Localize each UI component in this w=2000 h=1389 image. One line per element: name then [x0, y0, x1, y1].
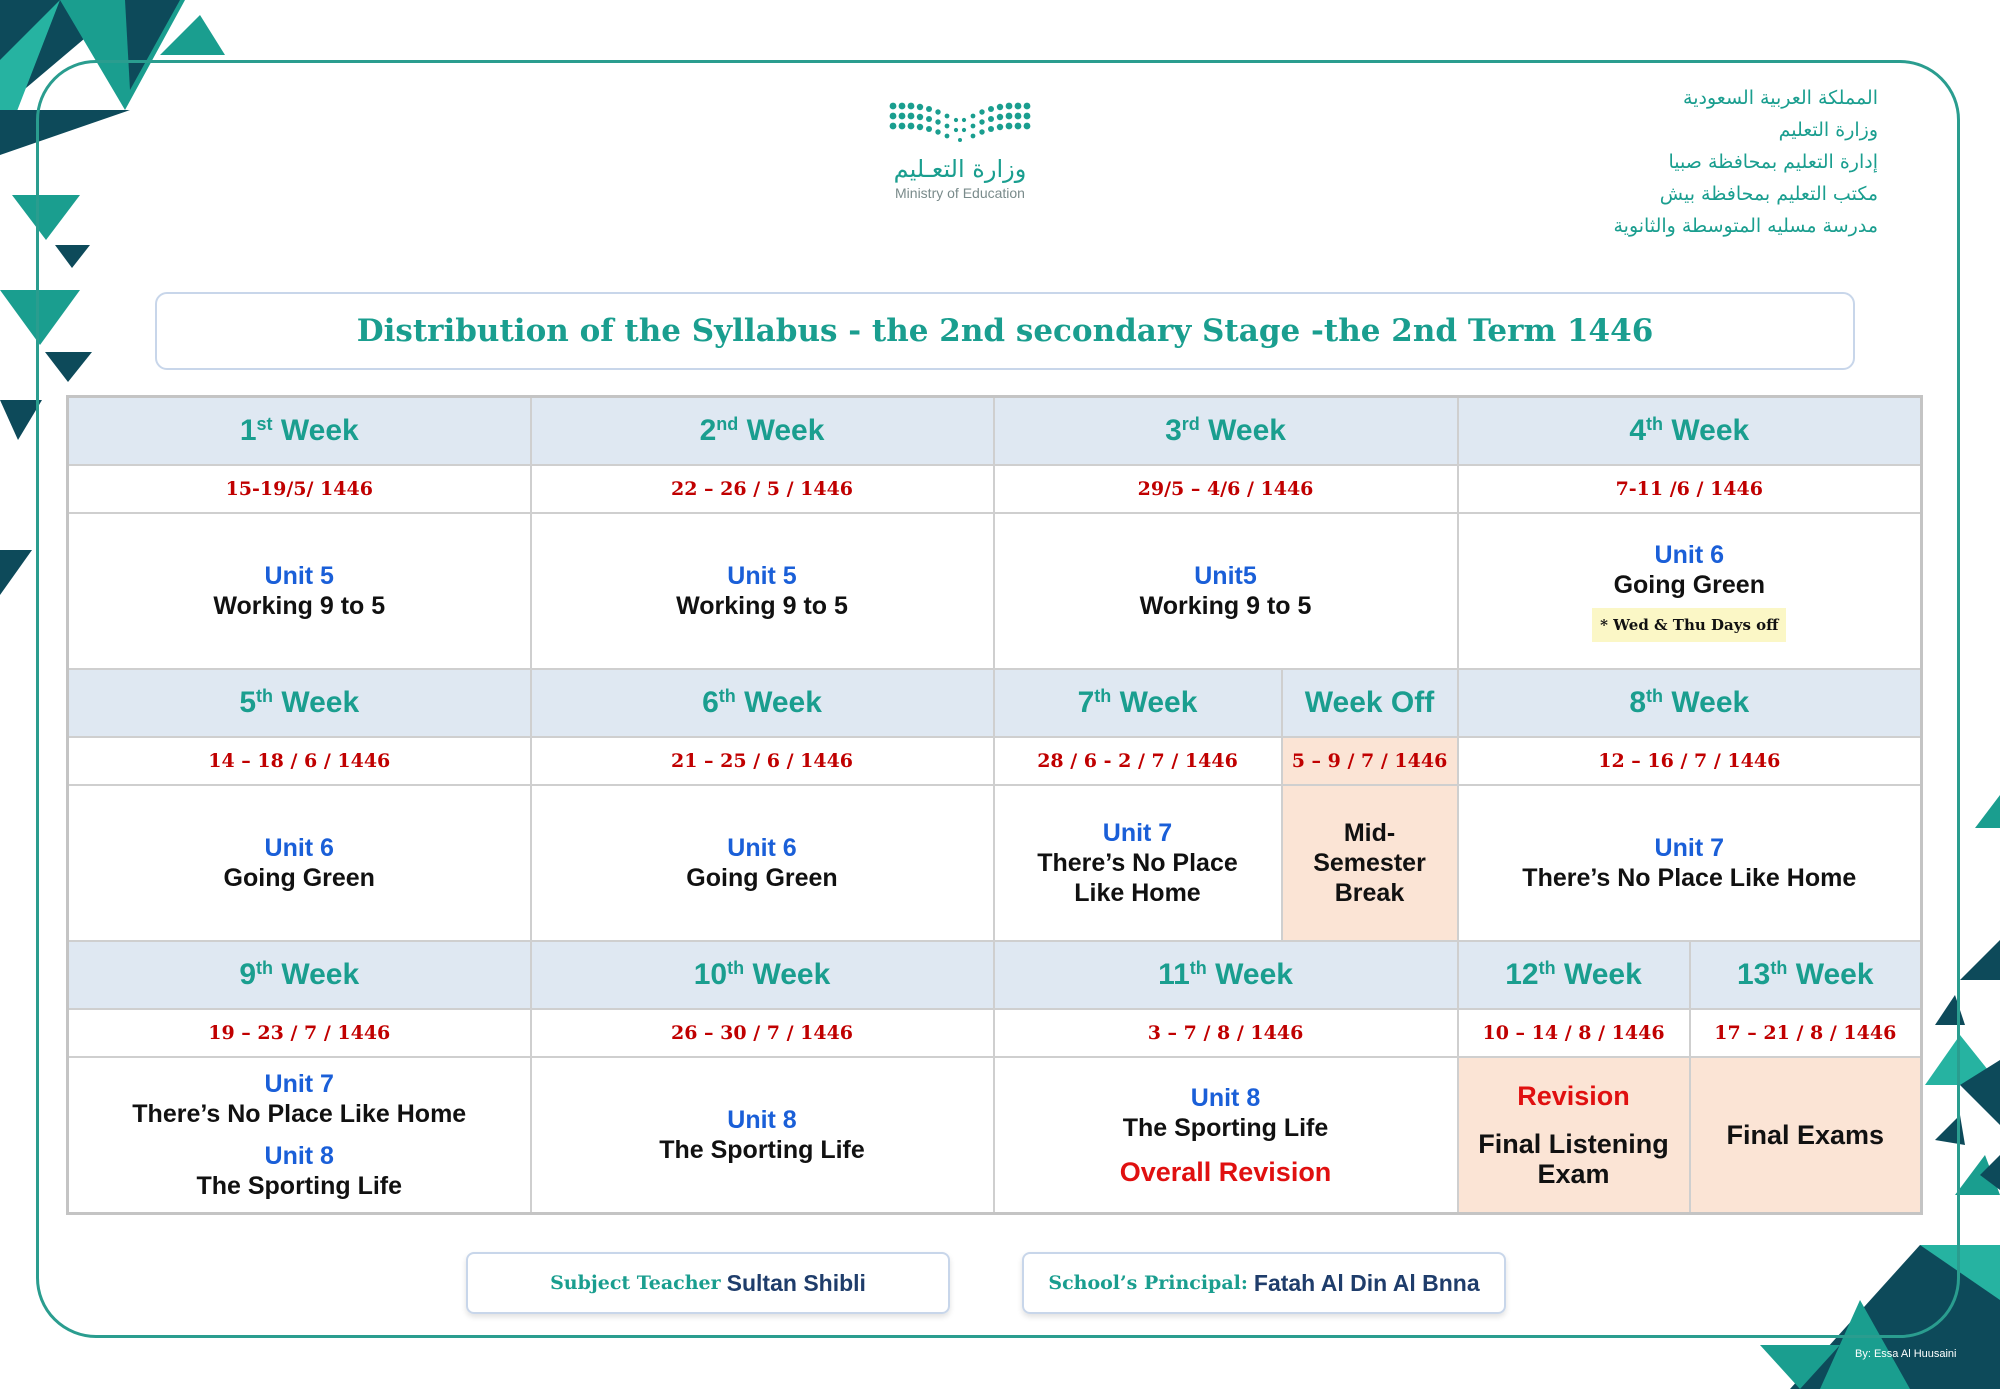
- principal-name: Fatah Al Din Al Bnna: [1253, 1269, 1480, 1296]
- week-11-dates: 3 – 7 / 8 / 1446: [994, 1009, 1458, 1057]
- week-7-content: [994, 785, 1282, 941]
- unit-label: Unit 6: [1654, 541, 1724, 569]
- header-line-ministry: وزارة التعليم: [1778, 119, 1878, 141]
- unit-label: Unit 5: [727, 562, 797, 590]
- revision-label: Revision: [1517, 1081, 1630, 1111]
- week-8-dates: 12 – 16 / 7 / 1446: [1458, 737, 1922, 785]
- week-9-dates: 19 – 23 / 7 / 1446: [68, 1009, 531, 1057]
- topic-label: Working 9 to 5: [213, 592, 386, 620]
- week-11-header: 11th Week: [994, 941, 1458, 1009]
- logo-arabic-text: وزارة التعـليم: [893, 155, 1027, 183]
- topic-label: Going Green: [223, 864, 375, 892]
- week-2-header: 2nd Week: [531, 397, 994, 466]
- syllabus-table: [66, 395, 1923, 1215]
- unit-label: Unit 8: [264, 1142, 334, 1170]
- logo-english-text: Ministry of Education: [895, 185, 1025, 201]
- topic-label: The Sporting Life: [1122, 1114, 1329, 1142]
- week-7-header: 7th Week: [994, 669, 1282, 737]
- topic-label: Working 9 to 5: [676, 592, 848, 620]
- week-11-content: [994, 1057, 1458, 1214]
- topic-label: Going Green: [1613, 571, 1765, 599]
- header-line-school: مدرسة مسليه المتوسطة والثانوية: [1613, 215, 1878, 237]
- content-row: [68, 1057, 1922, 1214]
- principal-box: [1022, 1252, 1506, 1314]
- topic-label: Going Green: [686, 864, 838, 892]
- unit-label: Unit5: [1194, 562, 1257, 590]
- week-6-header: 6th Week: [531, 669, 994, 737]
- unit-label: Unit 7: [1654, 834, 1724, 862]
- week-3-header: 3rd Week: [994, 397, 1458, 466]
- week-1-content: [68, 513, 531, 669]
- week-3-dates: 29/5 – 4/6 / 1446: [994, 465, 1458, 513]
- days-off-note: * Wed & Thu Days off: [1592, 608, 1786, 642]
- final-listening-exam-label: Final Listening Exam: [1478, 1129, 1669, 1189]
- subject-teacher-box: [466, 1252, 950, 1314]
- author-credit: By: Essa Al Huusaini: [1855, 1348, 1957, 1360]
- week-10-dates: 26 – 30 / 7 / 1446: [531, 1009, 994, 1057]
- overall-revision-label: Overall Revision: [1119, 1157, 1332, 1187]
- arabic-header: [1613, 82, 1878, 242]
- week-4-content: [1458, 513, 1922, 669]
- week-13-content: [1690, 1057, 1922, 1214]
- dates-row: [68, 465, 1922, 513]
- week-10-header: 10th Week: [531, 941, 994, 1009]
- week-header-row: [68, 669, 1922, 737]
- unit-label: Unit 8: [1190, 1084, 1261, 1112]
- topic-label: There’s No Place Like Home: [132, 1100, 467, 1128]
- ministry-dots-icon: [885, 100, 1035, 144]
- week-9-content: [68, 1057, 531, 1214]
- week-3-content: [994, 513, 1458, 669]
- week-6-dates: 21 – 25 / 6 / 1446: [531, 737, 994, 785]
- week-off-dates: 5 – 9 / 7 / 1446: [1282, 737, 1458, 785]
- week-2-dates: 22 – 26 / 5 / 1446: [531, 465, 994, 513]
- topic-label: There’s No Place Like Home: [1522, 864, 1857, 892]
- week-10-content: [531, 1057, 994, 1214]
- week-header-row: [68, 941, 1922, 1009]
- unit-label: Unit 8: [727, 1106, 797, 1134]
- topic-label: Working 9 to 5: [1139, 592, 1312, 620]
- teacher-label: Subject Teacher: [550, 1272, 721, 1294]
- week-13-dates: 17 – 21 / 8 / 1446: [1690, 1009, 1922, 1057]
- week-8-content: [1458, 785, 1922, 941]
- week-13-header: 13th Week: [1690, 941, 1922, 1009]
- principal-label: School’s Principal:: [1048, 1272, 1248, 1294]
- dates-row: [68, 737, 1922, 785]
- unit-label: Unit 7: [1102, 819, 1173, 847]
- week-4-header: 4th Week: [1458, 397, 1922, 466]
- week-off-content: Mid-Semester Break: [1282, 785, 1458, 941]
- unit-label: Unit 5: [264, 562, 334, 590]
- topic-label: The Sporting Life: [196, 1172, 403, 1200]
- content-row: [68, 513, 1922, 669]
- final-exams-label: Final Exams: [1726, 1120, 1885, 1150]
- unit-label: Unit 6: [264, 834, 334, 862]
- header-line-office: مكتب التعليم بمحافظة بيش: [1659, 183, 1878, 205]
- page-title: Distribution of the Syllabus - the 2nd secondary Stage -the 2nd Term 1446: [155, 292, 1855, 370]
- topic-label: The Sporting Life: [659, 1136, 865, 1164]
- week-1-header: 1st Week: [68, 397, 531, 466]
- week-5-dates: 14 – 18 / 6 / 1446: [68, 737, 531, 785]
- unit-label: Unit 6: [727, 834, 797, 862]
- header-line-kingdom: المملكة العربية السعودية: [1683, 87, 1878, 109]
- week-8-header: 8th Week: [1458, 669, 1922, 737]
- topic-label: There’s No Place Like Home: [1037, 849, 1238, 907]
- week-5-header: 5th Week: [68, 669, 531, 737]
- week-off-header: Week Off: [1282, 669, 1458, 737]
- header-line-directorate: إدارة التعليم بمحافظة صبيا: [1668, 151, 1878, 173]
- week-12-header: 12th Week: [1458, 941, 1690, 1009]
- dates-row: [68, 1009, 1922, 1057]
- teacher-name: Sultan Shibli: [726, 1269, 866, 1296]
- content-row: [68, 785, 1922, 941]
- ministry-logo: [885, 100, 1035, 201]
- week-header-row: [68, 397, 1922, 466]
- week-4-dates: 7-11 /6 / 1446: [1458, 465, 1922, 513]
- week-12-dates: 10 – 14 / 8 / 1446: [1458, 1009, 1690, 1057]
- unit-label: Unit 7: [264, 1070, 334, 1098]
- week-1-dates: 15-19/5/ 1446: [68, 465, 531, 513]
- week-5-content: [68, 785, 531, 941]
- week-12-content: [1458, 1057, 1690, 1214]
- week-6-content: [531, 785, 994, 941]
- week-7-dates: 28 / 6 - 2 / 7 / 1446: [994, 737, 1282, 785]
- week-2-content: [531, 513, 994, 669]
- week-9-header: 9th Week: [68, 941, 531, 1009]
